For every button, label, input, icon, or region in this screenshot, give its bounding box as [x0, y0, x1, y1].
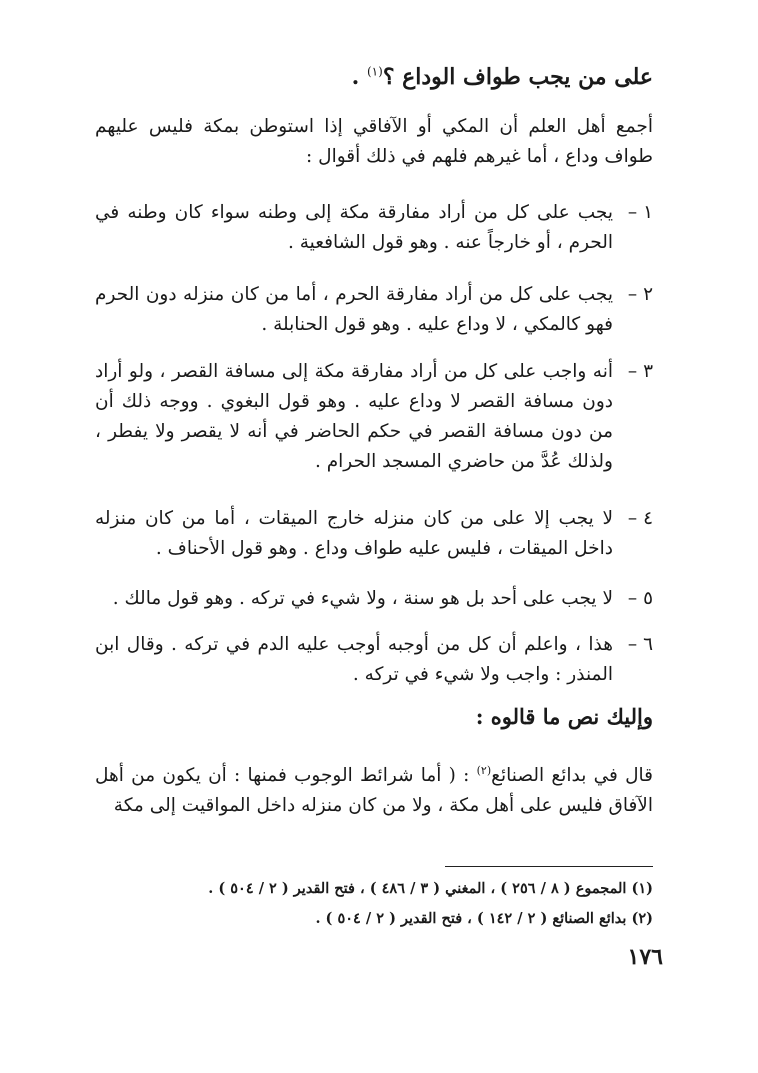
- opinion-number: ٥ –: [627, 588, 653, 609]
- opinion-item-4: [95, 504, 653, 564]
- opinion-item-1: [95, 198, 653, 258]
- intro-paragraph: أجمع أهل العلم أن المكي أو الآفاقي إذا استوطن بمكة فليس عليهم طواف وداع ، أما غيرهم فلهم في ذلك أقوال :: [95, 116, 653, 167]
- opinion-text: يجب على كل من أراد مفارقة الحرم ، أما من كان منزله دون الحرم فهو كالمكي ، لا وداع عليه . وهو قول الحنابلة .: [95, 284, 613, 335]
- page-number: ١٧٦: [627, 944, 663, 970]
- subheading: وإليك نص ما قالوه :: [475, 704, 653, 729]
- quote-after: : ( أما شرائط الوجوب فمنها : أن يكون من أهل الآفاق فليس على أهل مكة ، ولا من كان منزله داخل المواقيت إلى مكة: [95, 765, 653, 817]
- opinion-number: ٢ –: [627, 284, 653, 305]
- opinion-text: أنه واجب على كل من أراد مفارقة مكة إلى مسافة القصر ، ولو أراد دون مسافة القصر لا وداع عليه . وهو قول البغوي . ووجه ذلك أن من دون مسافة القصر في حكم الحاضر في أنه لا يقصر ولا يفطر ، ولذلك عُدَّ من حاضري المسجد الحرام .: [95, 361, 613, 472]
- opinion-item-3: [95, 357, 653, 477]
- quote-paragraph: [95, 756, 653, 821]
- opinion-number: ٤ –: [627, 508, 653, 529]
- opinion-number: ٣ –: [627, 361, 653, 382]
- section-heading: [352, 64, 653, 90]
- footnote-ref-1: (١): [366, 64, 383, 79]
- opinion-text: لا يجب إلا على من كان منزله خارج الميقات ، أما من كان منزله داخل الميقات ، فليس عليه طواف وداع . وهو قول الأحناف .: [95, 508, 613, 559]
- opinion-item-6: [95, 630, 653, 690]
- quote-before: قال في بدائع الصنائع: [491, 765, 654, 787]
- opinion-number: ٦ –: [627, 634, 653, 655]
- opinion-item-5: [95, 584, 653, 614]
- opinion-text: يجب على كل من أراد مفارقة مكة إلى وطنه سواء كان وطنه في الحرم ، أو خارجاً عنه . وهو قول الشافعية .: [95, 202, 613, 253]
- footnote-2: (٢) بدائع الصنائع ( ٢ / ١٤٢ ) ، فتح القدير ( ٢ / ٥٠٤ ) .: [315, 910, 653, 927]
- opinion-text: هذا ، واعلم أن كل من أوجبه أوجب عليه الدم في تركه . وقال ابن المنذر : واجب ولا شيء في تركه .: [95, 634, 613, 685]
- opinion-item-2: [95, 280, 653, 340]
- heading-text: على من يجب طواف الوداع ؟: [382, 64, 653, 90]
- footnote-ref-2: (٢): [476, 764, 492, 777]
- heading-tail: .: [351, 64, 367, 90]
- footnote-1: (١) المجموع ( ٨ / ٢٥٦ ) ، المغني ( ٣ / ٤٨٦ ) ، فتح القدير ( ٢ / ٥٠٤ ) .: [208, 880, 653, 897]
- opinion-text: لا يجب على أحد بل هو سنة ، ولا شيء في تركه . وهو قول مالك .: [112, 588, 613, 609]
- footnote-divider: [445, 866, 653, 867]
- opinion-number: ١ –: [627, 202, 653, 223]
